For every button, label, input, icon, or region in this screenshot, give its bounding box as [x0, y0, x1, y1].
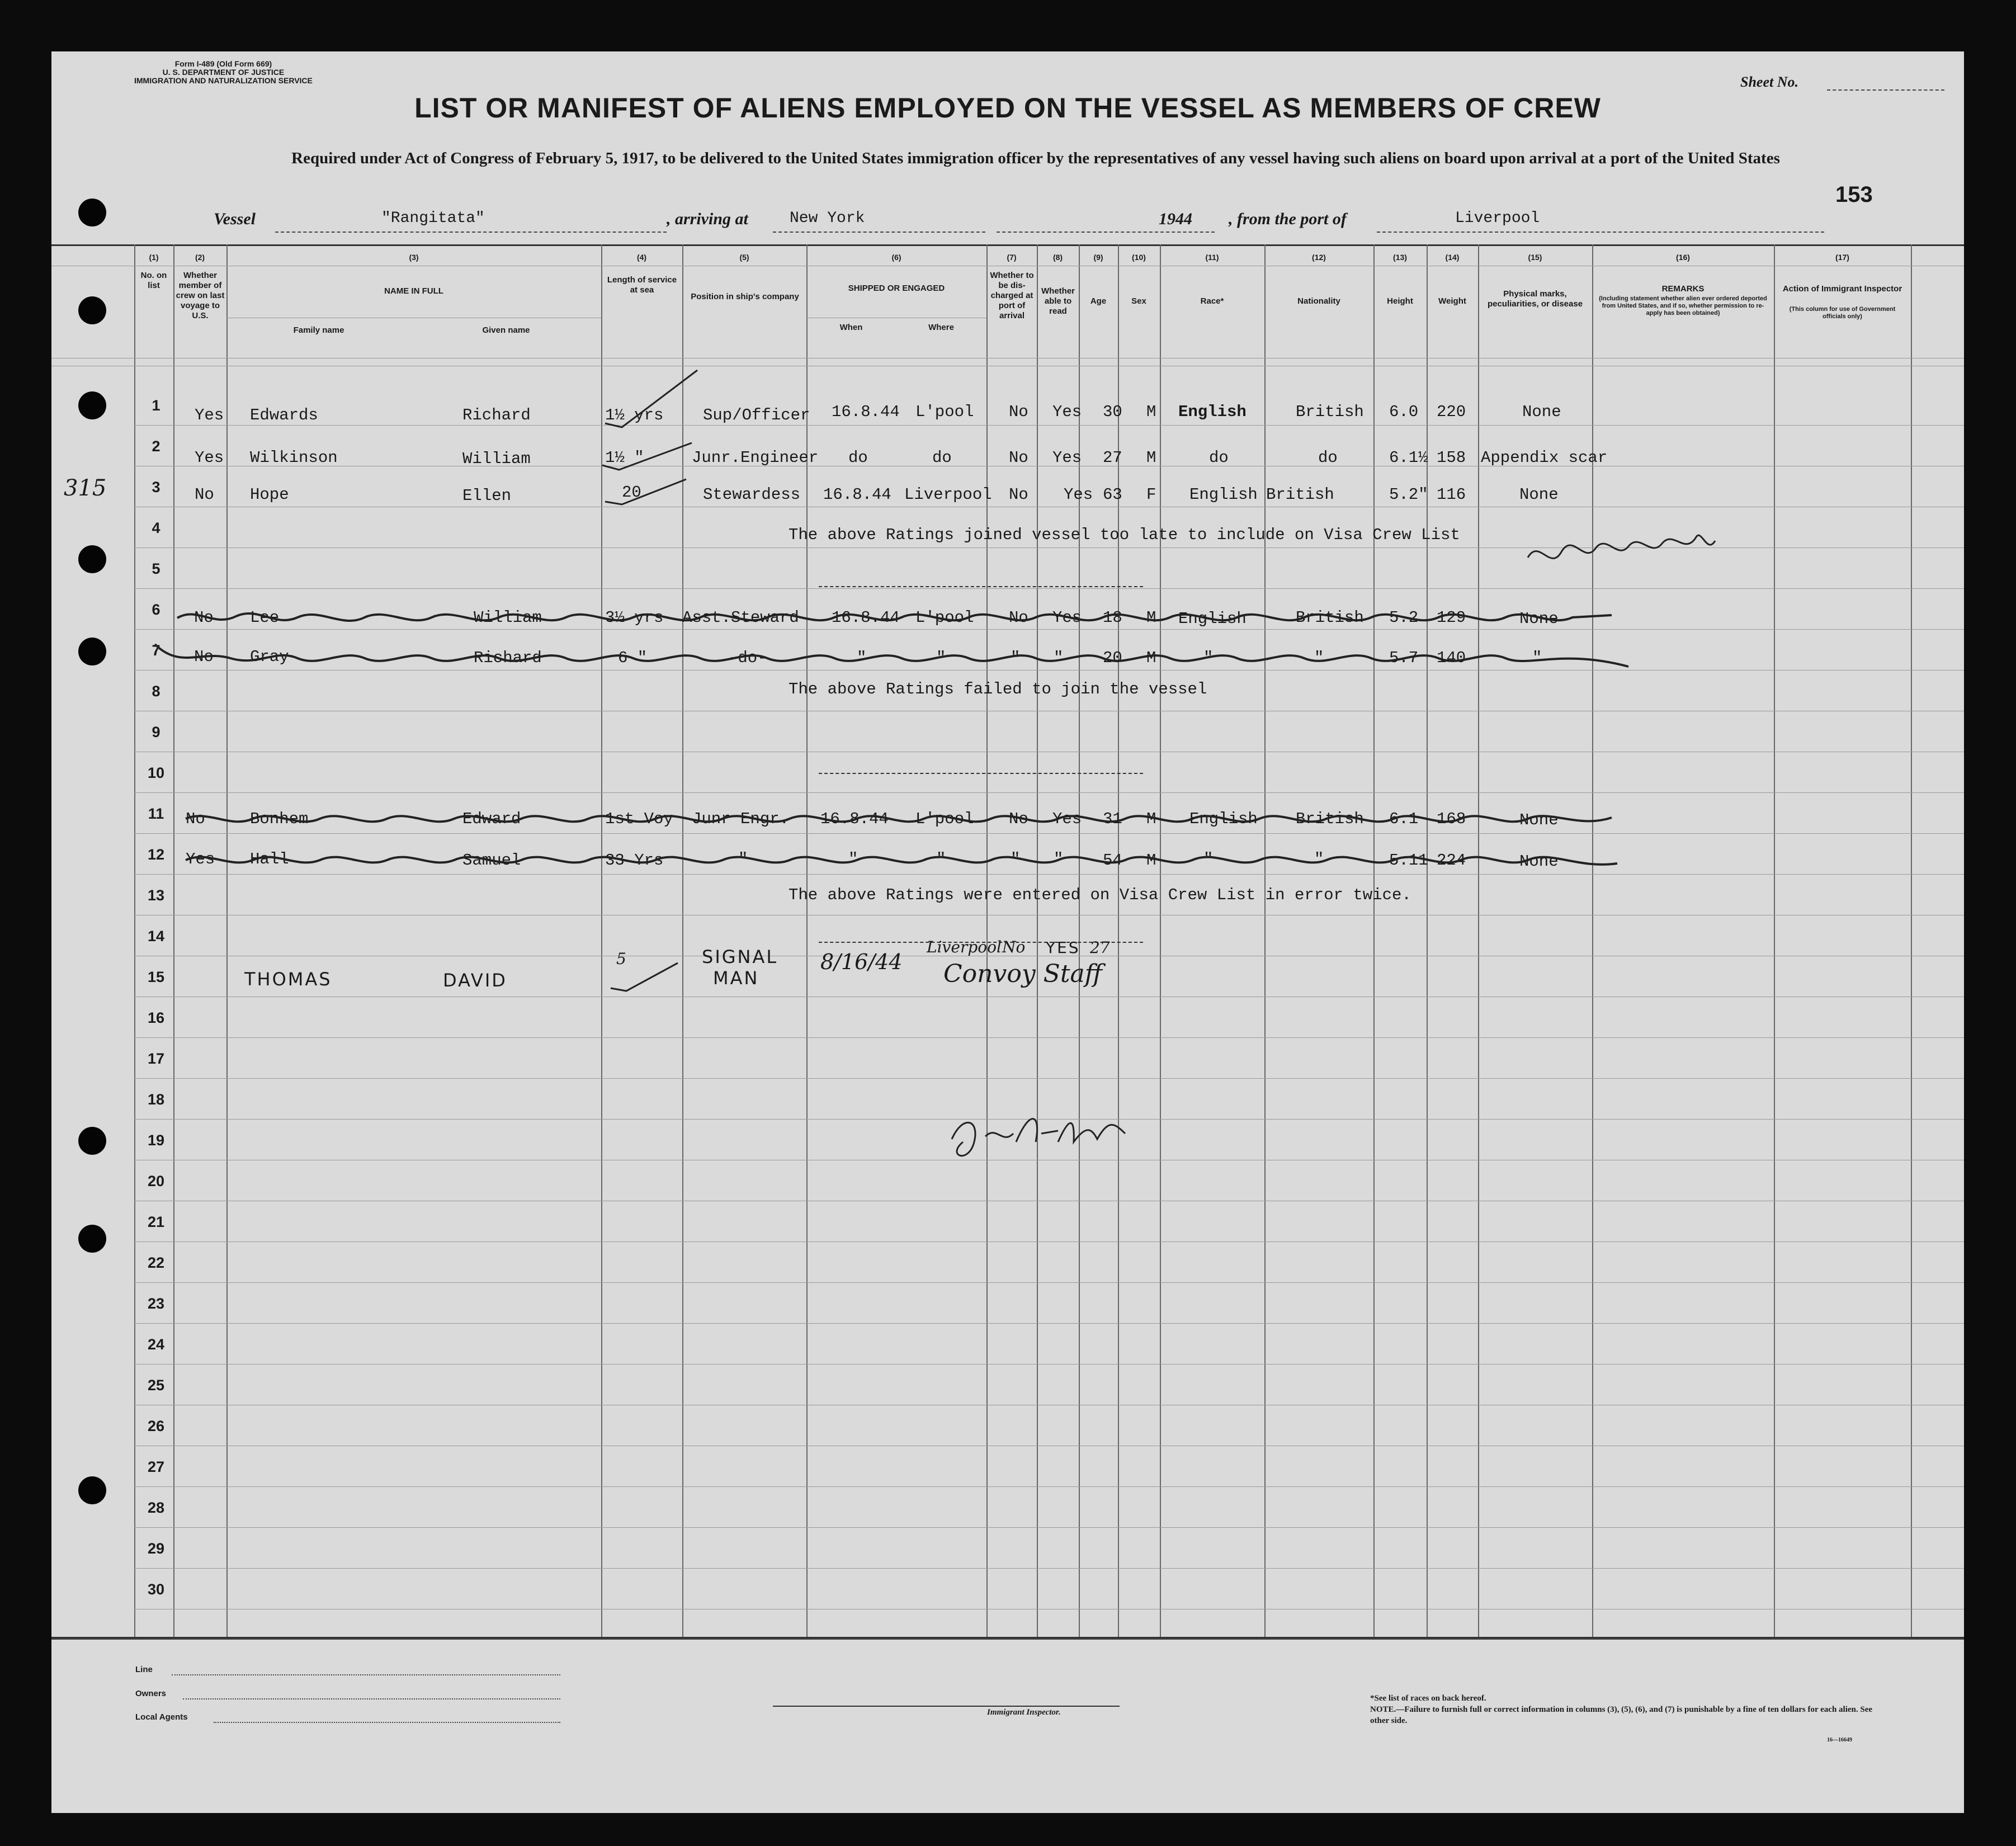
page-title: LIST OR MANIFEST OF ALIENS EMPLOYED ON THE VESSEL AS MEMBERS OF CREW: [414, 92, 1601, 124]
row-number: 22: [147, 1254, 165, 1271]
col-hdr-inspector: Action of Immigrant Inspector: [1782, 284, 1902, 294]
r6-service: 3½ yrs: [605, 608, 664, 627]
form-number-line-2: U. S. DEPARTMENT OF JUSTICE: [162, 68, 285, 77]
r6-age: 18: [1103, 608, 1122, 627]
r12-age: 54: [1103, 851, 1122, 870]
row-number: 12: [147, 846, 165, 863]
margin-number: 315: [64, 475, 107, 501]
col-hdr-remarks: REMARKS: [1661, 284, 1705, 294]
col-hdr-discharged: Whether to be dis-charged at port of arrival: [990, 271, 1034, 320]
r3-family-name: Hope: [250, 485, 289, 504]
col-num-8: (8): [1052, 253, 1063, 262]
r12-position: ": [738, 850, 748, 868]
r3-age: 63: [1103, 485, 1122, 504]
col-hdr-where: Where: [928, 323, 954, 332]
row-number: 30: [147, 1581, 165, 1598]
row-number: 27: [147, 1458, 165, 1475]
col-hdr-last-voyage: Whether member of crew on last voyage to U.S.: [176, 271, 225, 320]
r11-family-name: Bonhem: [250, 810, 309, 828]
r3-service: 20: [622, 483, 641, 502]
r6-last-voyage: No: [194, 608, 214, 627]
r15-family-name: THOMAS: [244, 969, 332, 990]
col-num-3: (3): [409, 253, 419, 262]
col-num-17: (17): [1835, 253, 1849, 262]
r3-discharged: No: [1009, 485, 1028, 504]
binder-hole: [78, 199, 106, 226]
row-number: 9: [152, 724, 160, 740]
r1-discharged: No: [1009, 403, 1028, 421]
r6-marks: None: [1519, 610, 1559, 628]
r2-read: Yes: [1052, 448, 1082, 467]
r12-read: ": [1054, 850, 1064, 868]
r11-race: English: [1189, 810, 1258, 828]
footer-line-label: Line: [135, 1665, 153, 1674]
row-number: 16: [147, 1009, 165, 1026]
r15-where: Liverpool: [927, 938, 1002, 956]
r7-last-voyage: No: [194, 648, 214, 666]
tick-r2: [602, 443, 692, 470]
r11-sex: M: [1146, 810, 1156, 828]
r1-age: 30: [1103, 403, 1122, 421]
col-hdr-physical-marks: Physical marks, peculiarities, or disease: [1487, 289, 1583, 309]
footer-line-field: [172, 1674, 560, 1675]
r3-position: Stewardess: [703, 485, 801, 504]
col-num-12: (12): [1312, 253, 1326, 262]
arriving-value: New York: [790, 210, 865, 227]
r1-marks: None: [1522, 403, 1561, 421]
r3-when: 16.8.44: [823, 485, 891, 504]
r7-nationality: ": [1314, 649, 1324, 667]
row-number: 24: [147, 1336, 165, 1353]
r1-when: 16.8.44: [832, 403, 900, 421]
col-num-14: (14): [1445, 253, 1460, 262]
row-number: 3: [152, 479, 160, 495]
r7-position: -do-: [728, 649, 767, 667]
r7-given-name: Richard: [474, 649, 542, 667]
col-hdr-name: NAME IN FULL: [384, 286, 443, 296]
r15-age: 27: [1090, 938, 1110, 957]
r15-remark: Convoy Staff: [943, 960, 1102, 988]
binder-hole: [78, 638, 106, 665]
r6-discharged: No: [1009, 608, 1028, 627]
r6-read: Yes: [1052, 608, 1082, 627]
r11-service: 1st Voy: [605, 810, 673, 828]
row-number: 20: [147, 1173, 165, 1189]
row-number: 18: [147, 1091, 165, 1108]
inspector-label: Immigrant Inspector.: [987, 1708, 1061, 1717]
r3-nationality: British: [1266, 485, 1334, 504]
r1-sex: M: [1146, 403, 1156, 421]
r15-position-line-2: MAN: [713, 967, 759, 989]
r12-discharged: ": [1011, 850, 1021, 868]
r2-family-name: Wilkinson: [250, 448, 338, 467]
inspector-signature-line: [773, 1706, 1120, 1707]
col-hdr-read: Whether able to read: [1041, 286, 1075, 316]
col-hdr-age: Age: [1090, 296, 1107, 306]
r3-where: Liverpool: [904, 485, 992, 504]
r6-strike-wave: [177, 613, 1612, 621]
note-entered-in-error: The above Ratings were entered on Visa Crew List in error twice.: [789, 886, 1411, 904]
form-number-line-3: IMMIGRATION AND NATURALIZATION SERVICE: [134, 76, 313, 85]
row-number: 13: [147, 887, 165, 904]
r11-height: 6.1: [1389, 810, 1419, 828]
binder-hole: [78, 1225, 106, 1253]
r2-where: do: [932, 448, 952, 467]
r11-age: 31: [1103, 810, 1122, 828]
col-hdr-weight: Weight: [1438, 296, 1466, 306]
r7-sex: M: [1146, 649, 1156, 667]
r11-marks: None: [1519, 811, 1559, 829]
col-num-9: (9): [1093, 253, 1103, 262]
binder-hole: [78, 296, 106, 324]
r1-read: Yes: [1052, 403, 1082, 421]
r1-given-name: Richard: [462, 406, 531, 424]
row-number: 2: [152, 438, 160, 455]
r12-marks: None: [1519, 852, 1559, 871]
col-hdr-height: Height: [1387, 296, 1413, 306]
r12-last-voyage: Yes: [186, 850, 215, 868]
row-number: 19: [147, 1132, 165, 1149]
r11-strike-wave: [186, 816, 1612, 822]
r12-nationality: ": [1314, 850, 1324, 868]
r6-weight: 129: [1437, 608, 1466, 627]
initials-scribble: [1528, 535, 1715, 558]
col-hdr-sex: Sex: [1131, 296, 1146, 306]
binder-hole: [78, 1476, 106, 1504]
r7-race: ": [1203, 649, 1214, 667]
col-hdr-given-name: Given name: [482, 325, 530, 335]
binder-hole: [78, 391, 106, 419]
col-num-5: (5): [739, 253, 749, 262]
row-number: 11: [148, 805, 164, 822]
note-failed-to-join: The above Ratings failed to join the vessel: [789, 680, 1207, 698]
r6-given-name: William: [474, 608, 542, 627]
r1-weight: 220: [1437, 403, 1466, 421]
tick-r3: [605, 479, 686, 504]
tick-r15: [611, 963, 678, 991]
footer-owners-field: [183, 1698, 560, 1699]
r7-service: 6 ": [618, 649, 648, 667]
r15-discharged: No: [1002, 938, 1026, 956]
r11-read: Yes: [1052, 810, 1082, 828]
row-number: 8: [152, 683, 160, 700]
note-joined-late: The above Ratings joined vessel too late to include on Visa Crew List: [789, 526, 1460, 544]
col-num-16: (16): [1676, 253, 1690, 262]
r11-nationality: British: [1296, 810, 1364, 828]
col-hdr-remarks-note: (Including statement whether alien ever ordered deported from United States, and if so, whether permission to re-apply has been obtained): [1599, 295, 1767, 317]
col-num-10: (10): [1132, 253, 1146, 262]
r7-read: ": [1054, 649, 1064, 667]
form-number-line-1: Form I-489 (Old Form 669): [174, 59, 272, 68]
col-num-6: (6): [891, 253, 901, 262]
r15-service: 5: [616, 950, 626, 968]
r1-where: L'pool: [915, 403, 974, 421]
r12-family-name: Hall: [250, 850, 289, 868]
r3-sex: F: [1146, 485, 1156, 504]
col-num-15: (15): [1528, 253, 1542, 262]
r11-where: L'pool: [915, 810, 974, 828]
handwritten-corrections: [51, 51, 1964, 1813]
r7-when: ": [857, 649, 867, 667]
footer-owners-label: Owners: [135, 1689, 167, 1698]
r2-height: 6.1½: [1389, 448, 1428, 467]
r3-height: 5.2": [1389, 485, 1428, 504]
r1-race: English: [1178, 403, 1247, 421]
r6-nationality: British: [1296, 608, 1364, 627]
r1-last-voyage: Yes: [195, 406, 224, 424]
r1-family-name: Edwards: [250, 406, 318, 424]
row-number: 4: [152, 520, 160, 536]
vessel-label: Vessel: [214, 210, 256, 228]
manifest-page: [51, 51, 1964, 1813]
r12-service: 33 Yrs: [605, 851, 664, 870]
col-hdr-no-on-list: No. on list: [140, 271, 167, 290]
row-number: 1: [152, 397, 160, 414]
footer-races-note: *See list of races on back hereof.: [1370, 1694, 1486, 1703]
r7-discharged: ": [1011, 649, 1021, 667]
r1-position: Sup/Officer: [703, 406, 810, 424]
inspector-signature: [952, 1119, 1125, 1156]
col-num-7: (7): [1007, 253, 1017, 262]
row-number: 23: [147, 1295, 165, 1312]
arriving-label: , arriving at: [667, 210, 748, 228]
r15-position-line-1: SIGNAL: [702, 946, 778, 967]
col-hdr-race: Race*: [1200, 296, 1224, 306]
year-value: 1944: [1159, 210, 1192, 228]
r11-when: 16.8.44: [820, 810, 889, 828]
r2-last-voyage: Yes: [195, 448, 224, 467]
r12-height: 5.11: [1389, 851, 1428, 870]
row-number: 21: [147, 1214, 165, 1230]
r11-given-name: Edward: [462, 810, 521, 828]
row-number: 6: [152, 601, 160, 618]
r15-read: YES: [1046, 938, 1080, 957]
r11-position: Junr Engr.: [692, 810, 790, 828]
r12-given-name: Samuel: [462, 851, 521, 870]
col-num-13: (13): [1393, 253, 1407, 262]
r12-where: ": [936, 850, 946, 868]
tick-r1: [605, 370, 697, 427]
row-number: 26: [147, 1418, 165, 1434]
col-hdr-when: When: [839, 323, 863, 332]
r11-weight: 168: [1437, 810, 1466, 828]
col-num-11: (11): [1205, 253, 1219, 262]
r15-given-name: DAVID: [443, 970, 507, 991]
row-number: 15: [147, 969, 165, 985]
r2-nationality: do: [1318, 448, 1338, 467]
col-hdr-inspector-note: (This column for use of Government officials only): [1789, 306, 1896, 320]
r3-read: Yes: [1064, 485, 1093, 504]
r2-race: do: [1209, 448, 1229, 467]
binder-hole: [78, 1127, 106, 1155]
r3-weight: 116: [1437, 485, 1466, 504]
r6-family-name: Lee: [250, 608, 280, 627]
r12-strike-wave: [186, 857, 1617, 865]
sheet-label: Sheet No.: [1740, 74, 1798, 90]
r7-family-name: Gray: [250, 648, 289, 666]
r12-sex: M: [1146, 851, 1156, 870]
r2-weight: 158: [1437, 448, 1466, 467]
col-num-4: (4): [636, 253, 647, 262]
row-number: 14: [147, 928, 165, 945]
footer-agents-label: Local Agents: [135, 1712, 188, 1722]
r6-where: L'pool: [915, 608, 974, 627]
r11-last-voyage: No: [186, 810, 205, 828]
r6-race: English: [1178, 610, 1247, 628]
row-number: 5: [152, 560, 160, 577]
page-number: 153: [1835, 182, 1873, 207]
col-hdr-nationality: Nationality: [1297, 296, 1340, 306]
footer-print-code: 16—16649: [1827, 1737, 1852, 1743]
r1-nationality: British: [1296, 403, 1364, 421]
r3-marks: None: [1519, 485, 1559, 504]
r1-height: 6.0: [1389, 403, 1419, 421]
r3-race: English: [1189, 485, 1258, 504]
footer-fine-note: NOTE.—Failure to furnish full or correct information in columns (3), (5), (6), and (7) is punishable by a fine of ten dollars for each alien. See other side.: [1370, 1705, 1873, 1725]
r2-given-name: William: [462, 450, 531, 468]
col-hdr-shipped: SHIPPED OR ENGAGED: [848, 284, 945, 293]
binder-hole: [78, 545, 106, 573]
r3-last-voyage: No: [195, 485, 214, 504]
col-num-1: (1): [149, 253, 159, 262]
r3-given-name: Ellen: [462, 487, 512, 505]
r7-strike-wave: [155, 644, 1628, 667]
r2-position: Junr.Engineer: [692, 448, 819, 467]
footer-rule: [51, 1639, 1964, 1640]
r6-sex: M: [1146, 608, 1156, 627]
r7-height: 5.7: [1389, 649, 1419, 667]
r2-when: do: [848, 448, 868, 467]
row-number: 7: [152, 642, 160, 659]
r2-marks: Appendix scar: [1481, 448, 1608, 467]
from-label: , from the port of: [1229, 210, 1347, 228]
r6-when: 16.8.44: [832, 608, 900, 627]
row-number: 17: [147, 1050, 165, 1067]
footer-agents-field: [214, 1722, 560, 1723]
vessel-value: "Rangitata": [381, 210, 485, 227]
r12-race: ": [1203, 850, 1214, 868]
row-number: 25: [147, 1377, 165, 1394]
from-value: Liverpool: [1455, 210, 1540, 227]
r1-service: 1½ yrs: [605, 406, 664, 424]
row-number: 10: [147, 764, 165, 781]
r2-age: 27: [1103, 448, 1122, 467]
col-num-2: (2): [195, 253, 205, 262]
r7-weight: 140: [1437, 649, 1466, 667]
r7-where: ": [936, 649, 946, 667]
row-number: 28: [147, 1499, 165, 1516]
col-hdr-family-name: Family name: [293, 325, 344, 335]
row-number: 29: [147, 1540, 165, 1557]
page-subtitle: Required under Act of Congress of February 5, 1917, to be delivered to the United States immigration officer by the representatives of any vessel having such aliens on board upon arrival at a port of the United States: [291, 149, 1780, 167]
r7-marks: ": [1532, 649, 1542, 667]
r6-height: 5.2: [1389, 608, 1419, 627]
col-hdr-position: Position in ship's company: [691, 292, 799, 301]
r2-sex: M: [1146, 448, 1156, 467]
r7-age: 20: [1103, 649, 1122, 667]
col-hdr-service: Length of service at sea: [607, 275, 677, 295]
r2-discharged: No: [1009, 448, 1028, 467]
r2-service: 1½ ": [605, 448, 644, 467]
r6-position: Asst.Steward: [682, 608, 799, 627]
r12-weight: 224: [1437, 851, 1466, 870]
r15-when: 8/16/44: [820, 950, 903, 974]
r11-discharged: No: [1009, 810, 1028, 828]
r12-when: ": [848, 850, 858, 868]
